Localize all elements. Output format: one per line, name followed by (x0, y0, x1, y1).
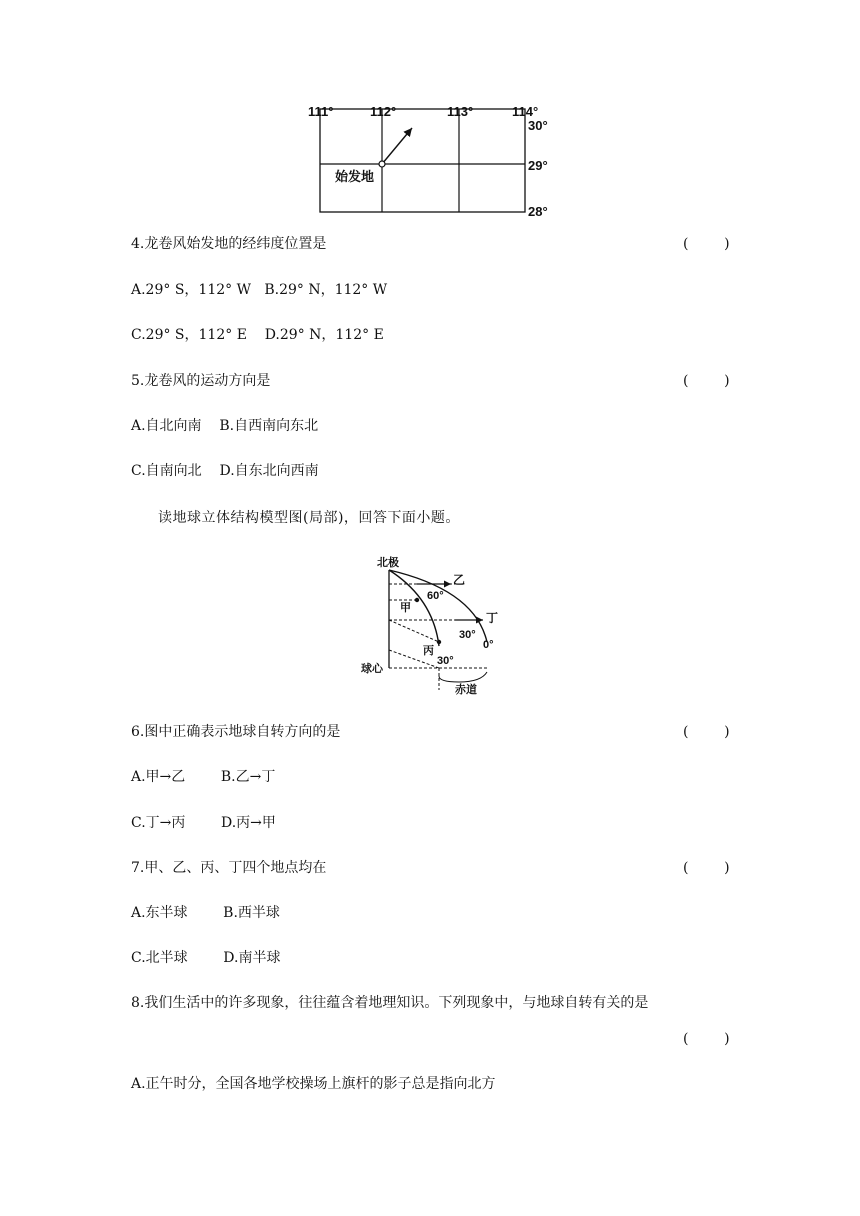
reading-instruction: 读地球立体结构模型图(局部)，回答下面小题。 (158, 510, 460, 526)
question-7-stem: 7.甲、乙、丙、丁四个地点均在 (131, 860, 327, 876)
origin-label: 始发地 (335, 169, 375, 184)
question-4-answer-blank: ( ) (683, 236, 730, 252)
question-7-options-ab: A.东半球 B.西半球 (131, 905, 280, 921)
question-7-options-cd: C.北半球 D.南半球 (131, 950, 281, 966)
label-lat60: 60° (427, 590, 444, 602)
question-4-options-cd: C.29° S，112° E D.29° N，112° E (131, 327, 384, 343)
label-lat0: 0° (483, 639, 494, 651)
question-8-answer-blank: ( ) (683, 1031, 730, 1047)
question-6-options-cd: C.丁→丙 D.丙→甲 (131, 815, 276, 831)
lon-label-111: 111° (308, 104, 334, 119)
point-bing (437, 640, 441, 644)
label-jia: 甲 (400, 602, 411, 614)
lat-label-29: 29° (528, 158, 548, 173)
origin-point (379, 161, 385, 167)
point-jia (415, 598, 419, 602)
question-5-stem: 5.龙卷风的运动方向是 (131, 373, 271, 389)
label-yi: 乙 (453, 573, 466, 587)
label-ding: 丁 (486, 611, 499, 625)
equator-brace (439, 672, 487, 682)
question-6-answer-blank: ( ) (683, 724, 730, 740)
label-equator: 赤道 (455, 684, 477, 696)
question-6-options-ab: A.甲→乙 B.乙→丁 (131, 769, 276, 785)
globe-structure-figure (355, 550, 515, 700)
lat30-inner-dashed (389, 620, 439, 642)
question-8-stem: 8.我们生活中的许多现象，往往蕴含着地理知识。下列现象中，与地球自转有关的是 (131, 995, 649, 1011)
question-6-stem: 6.图中正确表示地球自转方向的是 (131, 724, 341, 740)
question-8-option-a: A.正午时分，全国各地学校操场上旗杆的影子总是指向北方 (131, 1076, 496, 1092)
label-bing: 丙 (423, 645, 434, 657)
question-4-options-ab: A.29° S，112° W B.29° N，112° W (131, 282, 388, 298)
question-5-answer-blank: ( ) (683, 373, 730, 389)
question-4-stem: 4.龙卷风始发地的经纬度位置是 (131, 236, 327, 252)
tornado-path-arrow (382, 128, 412, 164)
label-north-pole: 北极 (377, 557, 399, 569)
lat-lon-grid-figure (300, 100, 570, 220)
lon-label-114: 114° (512, 104, 539, 119)
lat-label-28: 28° (528, 204, 548, 219)
question-5-options-ab: A.自北向南 B.自西南向东北 (131, 418, 319, 434)
label-lat30: 30° (459, 629, 476, 641)
label-lon30: 30° (437, 655, 454, 667)
label-center: 球心 (361, 663, 383, 675)
question-7-answer-blank: ( ) (683, 860, 730, 876)
inner-meridian-arc (389, 570, 439, 646)
question-5-options-cd: C.自南向北 D.自东北向西南 (131, 463, 319, 479)
lon-label-113: 113° (447, 104, 474, 119)
lon-label-112: 112° (370, 104, 397, 119)
lat-label-30: 30° (528, 118, 548, 133)
grid-frame (320, 109, 525, 212)
